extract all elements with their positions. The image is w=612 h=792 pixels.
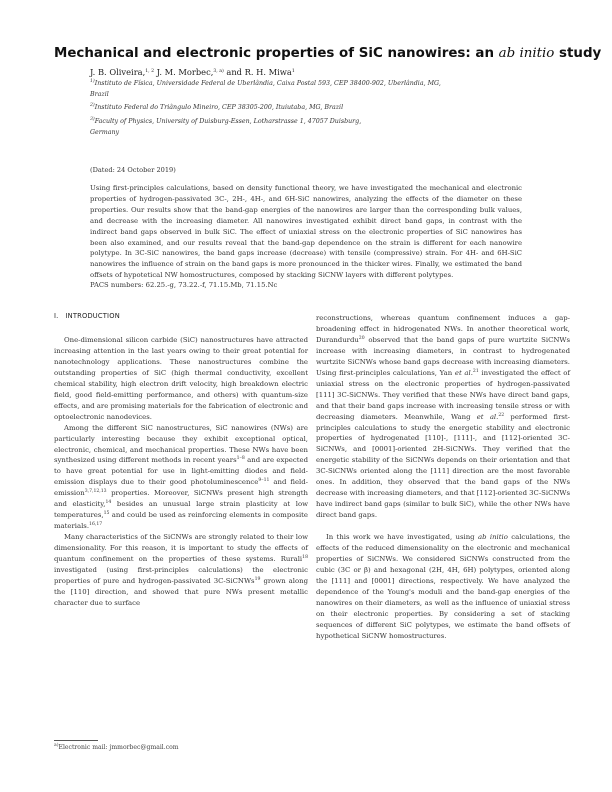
section-heading-introduction: I. INTRODUCTION [54,312,120,320]
intro-paragraph-4: In this work we have investigated, using ab initio calculations, the effects of the reduced dimensionality on the electronic and mechanical properties of SiCNWs. We considered SiCNWs constructed from the cubic (3C or β) and hexagonal (2H, 4H, 6H) polytypes, oriented along the [111] and [0001] directions, respectively. We have analyzed the dependence of the Young's moduli and the band-gap energies of the nanowires on their diameters, as well as the influence of uniaxial stress on their electronic properties. By considering a set of stacking sequences of different SiC polytypes, we estimate the band offsets of hypothetical SiCNW homostructures. [316,533,570,640]
intro-paragraph-1: One-dimensional silicon carbide (SiC) nanostructures have attracted increasing attention in the last years owing to their great potential for nanotechnology applications. These nanostructures combine the outstanding properties of SiC (high thermal conductivity, excellent chemical stability, high electron drift velocity, high breakdown electric field, good field-emitting performance, and others) with quantum-size effects, and are promising materials for the fabrication of electronic and optoelectronic nanodevices. [54,336,308,421]
dated-line: (Dated: 24 October 2019) [90,166,176,174]
right-column [316,313,570,642]
paper-title: Mechanical and electronic properties of SiC nanowires: an ab initio study [54,46,602,61]
author-list: J. B. Oliveira,$^{1, 2}$ J. M. Morbec,$^{3, a)}$ and R. H. Miwa$^1$ [90,67,295,77]
affiliation-1: $^{1)}$Instituto de Física, Universidade Federal de Uberlândia, Caixa Postal 593, CEP 38400-902, Uberlândia, MG, Brazil [90,79,441,98]
author-1: J. B. Oliveira, [90,67,146,77]
intro-paragraph-3: Many characteristics of the SiCNWs are strongly related to their low dimensionality. For this reason, it is important to study the effects of quantum confinement on the properties of these systems. Rurali$^{18}$ investigated (using first-principles calculations) the electronic properties of pure and hydrogen-passivated 3C-SiCNWs$^{19}$ grown along the [110] direction, and showed that pure NWs present metallic character due to surface [54,533,308,607]
left-column [54,335,308,609]
intro-paragraph-continued: reconstructions, whereas quantum confinement induces a gap-broadening effect in hidrogenated NWs. In another theoretical work, Durandurdu$^{20}$ observed that the band gaps of pure wurtzite SiCNWs increase with increasing diameters, in contrast to hydrogenated wurtzite SiCNWs whose band gaps decrease with increasing diameters. Using first-principles calculations, Yan et al.$^{21}$ investigated the effect of uniaxial stress on the electronic properties of hydrogen-passivated [111] 3C-SiCNWs. They verified that these NWs have direct band gaps, and that their band gaps increase with increasing tensile stress or with decreasing diameters. Meanwhile, Wang et al.$^{22}$ performed first-principles calculations to study the energetic stability and electronic properties of hydrogenated [110]-, [111]-, and [112]-oriented 3C-SiCNWs, and [0001]-oriented 2H-SiCNWs. They verified that the energetic stability of the SiCNWs depends on their orientation and that 3C-SiCNWs oriented along the [111] direction are the most favorable ones. In addition, they observed that the band gaps of the NWs decrease with increasing diameters, and that [112]-oriented 3C-SiCNWs have indirect band gaps (similar to bulk SiC), while the other NWs have direct band gaps. [316,314,571,520]
affiliation-3: $^{3)}$Faculty of Physics, University of Duisburg-Essen, Lotharstrasse 1, 47057 Duisburg, Germany [90,117,362,136]
author-3: and R. H. Miwa [226,67,292,77]
pacs-numbers: PACS numbers: 62.25.-g, 73.22.-f, 71.15.Mb, 71.15.Nc [90,281,278,289]
intro-paragraph-2: Among the different SiC nanostructures, SiC nanowires (NWs) are particularly interesting because they exhibit exceptional optical, electronic, chemical, and mechanical properties. These NWs have been synthesized using different methods in recent years$^{1-8}$ and are expected to have great potential for use in light-emitting diodes and field-emission displays due to their good photoluminescence$^{9-11}$ and field-emission$^{3,7,12,13}$ properties. Moreover, SiCNWs present high strength and elasticity,$^{14}$ besides an unusual large strain plasticity at low temperatures,$^{15}$ and could be used as reinforcing elements in composite materials.$^{16,17}$ [54,423,309,531]
author-2: J. M. Morbec, [156,67,214,77]
abstract: Using first-principles calculations, based on density functional theory, we have investigated the mechanical and electronic properties of hydrogen-passivated 3C-, 2H-, 4H-, and 6H-SiC nanowires, analyzing the effects of the diameter on these properties. Our results show that the band-gap energies of the nanowires are larger than the corresponding bulk values, and decrease with the increasing diameter. All nanowires investigated exhibit direct band gaps, in contrast with the indirect band gaps observed in bulk SiC. The effect of uniaxial stress on the electronic properties of SiC nanowires has been also examined, and our results reveal that the band-gap dependence on the strain is different for each nanowire polytype. In 3C-SiC nanowires, the band gaps increase (decrease) with tensile (compressive) strain. For 4H- and 6H-SiC nanowires the influence of strain on the band gaps is more pronounced in the thicker wires. Finally, we estimated the band offsets of hypotetical NW homostructures, composed by stacking SiCNW layers with different polytypes. [90,184,522,280]
affiliation-2: $^{2)}$Instituto Federal do Triângulo Mineiro, CEP 38305-200, Ituiutaba, MG, Brazil [90,103,344,111]
footnote-divider [54,740,98,741]
footnote: $^{a)}$Electronic mail: jmmorbec@gmail.com [54,743,179,751]
